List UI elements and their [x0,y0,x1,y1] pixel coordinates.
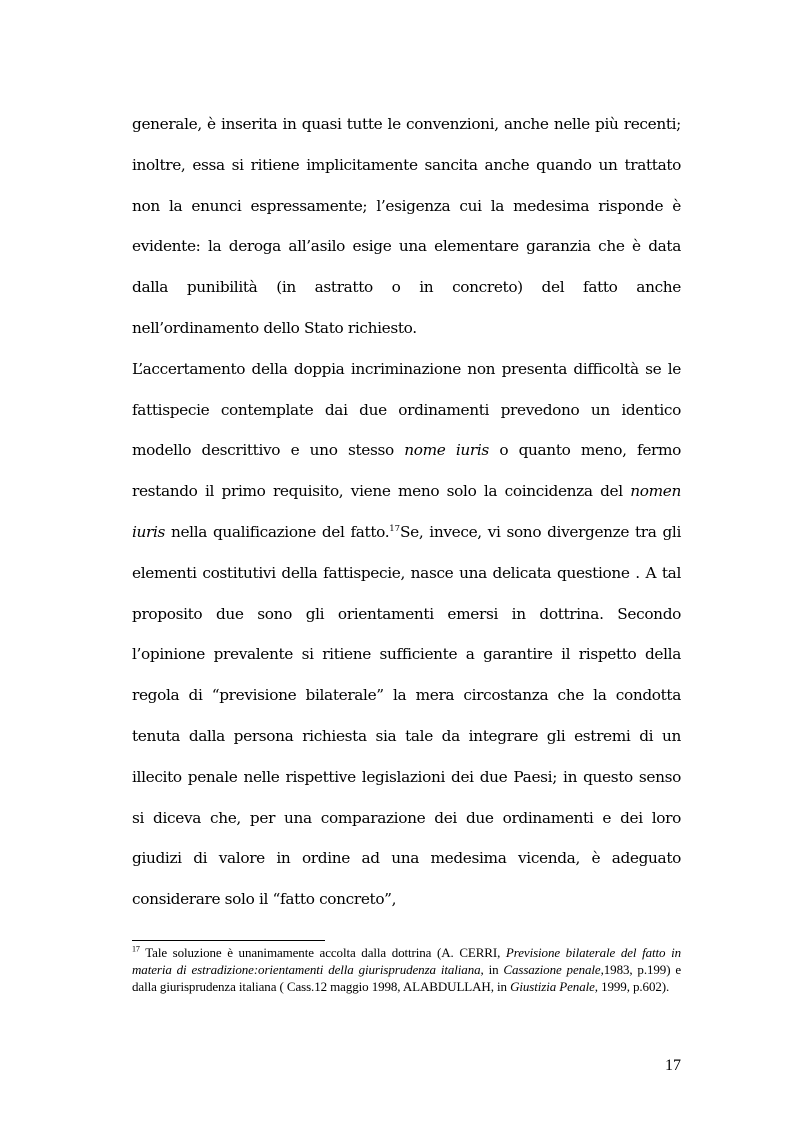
footnote-text-1: Tale soluzione è unanimamente accolta dalla dottrina (A. CERRI, [139,945,506,960]
paragraph-2-part-3: nella qualificazione del fatto. [165,522,390,541]
body-text [132,104,681,920]
footnote-text-2: in [483,962,504,978]
nomen-iuris-term: nomen iuris [132,482,681,541]
paragraph-2 [132,349,681,920]
paragraph-2-part-2: o quanto meno, fermo restando il primo requisito, viene meno solo la coincidenza del [132,441,682,501]
nome-iuris-term: nome iuris [404,441,489,460]
footnote-reference[interactable]: 17 [389,523,401,534]
paragraph-2-part-1: L’accertamento della doppia incriminazione non presenta difficoltà se le fattispecie contemplate dai due ordinamenti prevedono un identico modello descrittivo e uno stesso [132,359,681,460]
footnote-journal-1: Cassazione penale, [503,962,604,978]
footnote-text-4: ) e dalla giurisprudenza italiana ( Cass.12 maggio 1998, ALABDULLAH, in [132,962,681,995]
footnote-text-5: 1999, p.602). [597,979,670,995]
footnote-journal-2: Giustizia Penale, [510,979,598,995]
footnote-number: 17 [132,944,140,954]
footnote-separator [132,940,325,941]
footnote-text-3: 1983, p.199 [603,962,667,978]
page-number: 17 [665,1057,681,1074]
paragraph-2-part-4: Se, invece, vi sono divergenze tra gli elementi costitutivi della fattispecie, nasce una delicata questione . A tal proposito due sono gli orientamenti emersi in dottrina. Secondo l’opinione prevalente si ritiene sufficiente a garantire il rispetto della regola di “previsione bilaterale” la mera circostanza che la condotta tenuta dalla persona richiesta sia tale da integrare gli estremi di un illecito penale nelle rispettive legislazioni dei due Paesi; in questo senso si diceva che, per una comparazione dei due ordinamenti e dei loro giudizi di valore in ordine ad una medesima vicenda, è adeguato considerare solo il “fatto concreto”, [132,522,681,909]
footnote-title: Previsione bilaterale del fatto in materia di estradizione:orientamenti della giurisprudenza italiana, [132,945,681,978]
paragraph-1: generale, è inserita in quasi tutte le convenzioni, anche nelle più recenti; inoltre, essa si ritiene implicitamente sancita anche quando un trattato non la enunci espressamente; l’esigenza cui la medesima risponde è evidente: la deroga all’asilo esige una elementare garanzia che è data dalla punibilità (in astratto o in concreto) del fatto anche nell’ordinamento dello Stato richiesto. [132,115,681,337]
footnote-17 [132,944,681,996]
